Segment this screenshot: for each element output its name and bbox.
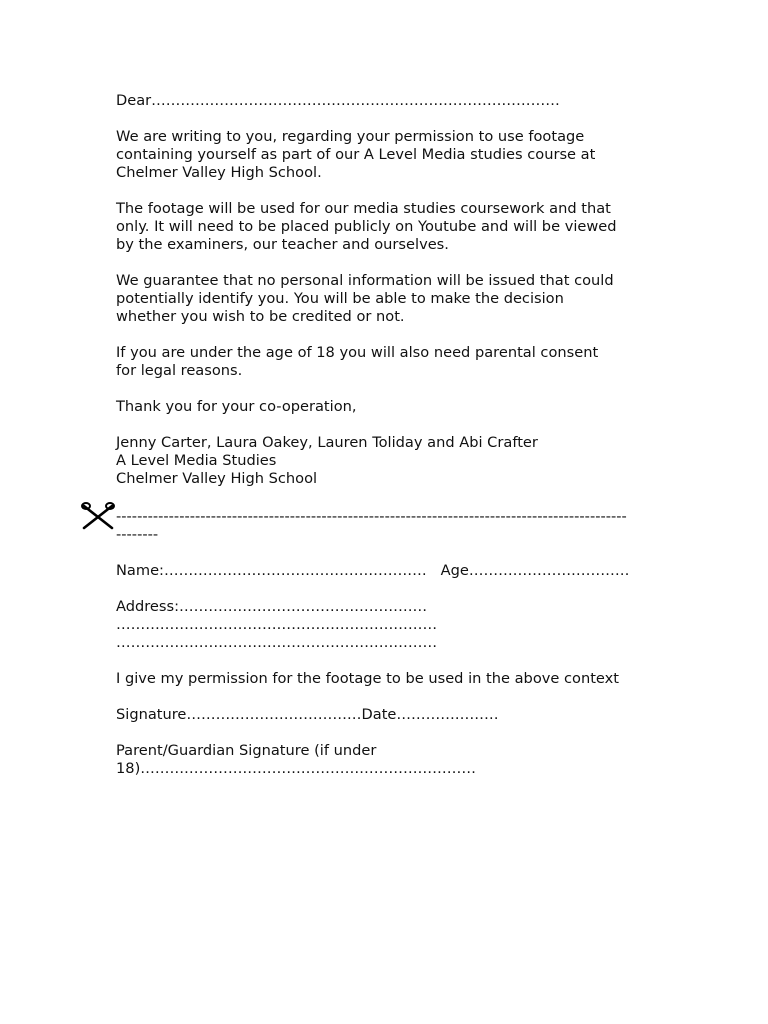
scissors-icon (80, 502, 116, 534)
guardian-signature-field[interactable]: Parent/Guardian Signature (if under 18)…………………………………………………………… (116, 742, 476, 777)
signoff-block: Jenny Carter, Laura Oakey, Lauren Toliday and Abi Crafter A Level Media Studies Chelmer Valley High School (116, 434, 538, 487)
privacy-paragraph: We guarantee that no personal information will be issued that could potentially identify you. You will be able to make the decision whether you wish to be credited or not. (116, 272, 614, 325)
address-field[interactable]: Address:…………………………………………… ………………………………………………………… ………………………………………………………… (116, 598, 438, 651)
age-consent-paragraph: If you are under the age of 18 you will also need parental consent for legal reasons. (116, 344, 599, 379)
date-field[interactable]: Date………………… (361, 706, 499, 723)
cut-line: ------------------------------------------------------------------------------------------------- -------- (116, 508, 627, 543)
signature-field[interactable]: Signature……………………………… (116, 706, 362, 723)
salutation: Dear………………………………………………………………………… (116, 92, 560, 109)
intro-paragraph: We are writing to you, regarding your permission to use footage containing yourself as part of our A Level Media studies course at Chelmer Valley High School. (116, 128, 596, 181)
permission-statement: I give my permission for the footage to be used in the above context (116, 670, 620, 687)
signature-date-row (116, 706, 499, 724)
name-field[interactable]: Name:……………………………………………… (116, 562, 427, 579)
usage-paragraph: The footage will be used for our media studies coursework and that only. It will need to be placed publicly on Youtube and will be viewed by the examiners, our teacher and ourselves. (116, 200, 617, 253)
name-age-row (116, 562, 629, 580)
thanks-line: Thank you for your co-operation, (116, 398, 357, 415)
age-field[interactable]: Age…………………………… (440, 562, 630, 579)
